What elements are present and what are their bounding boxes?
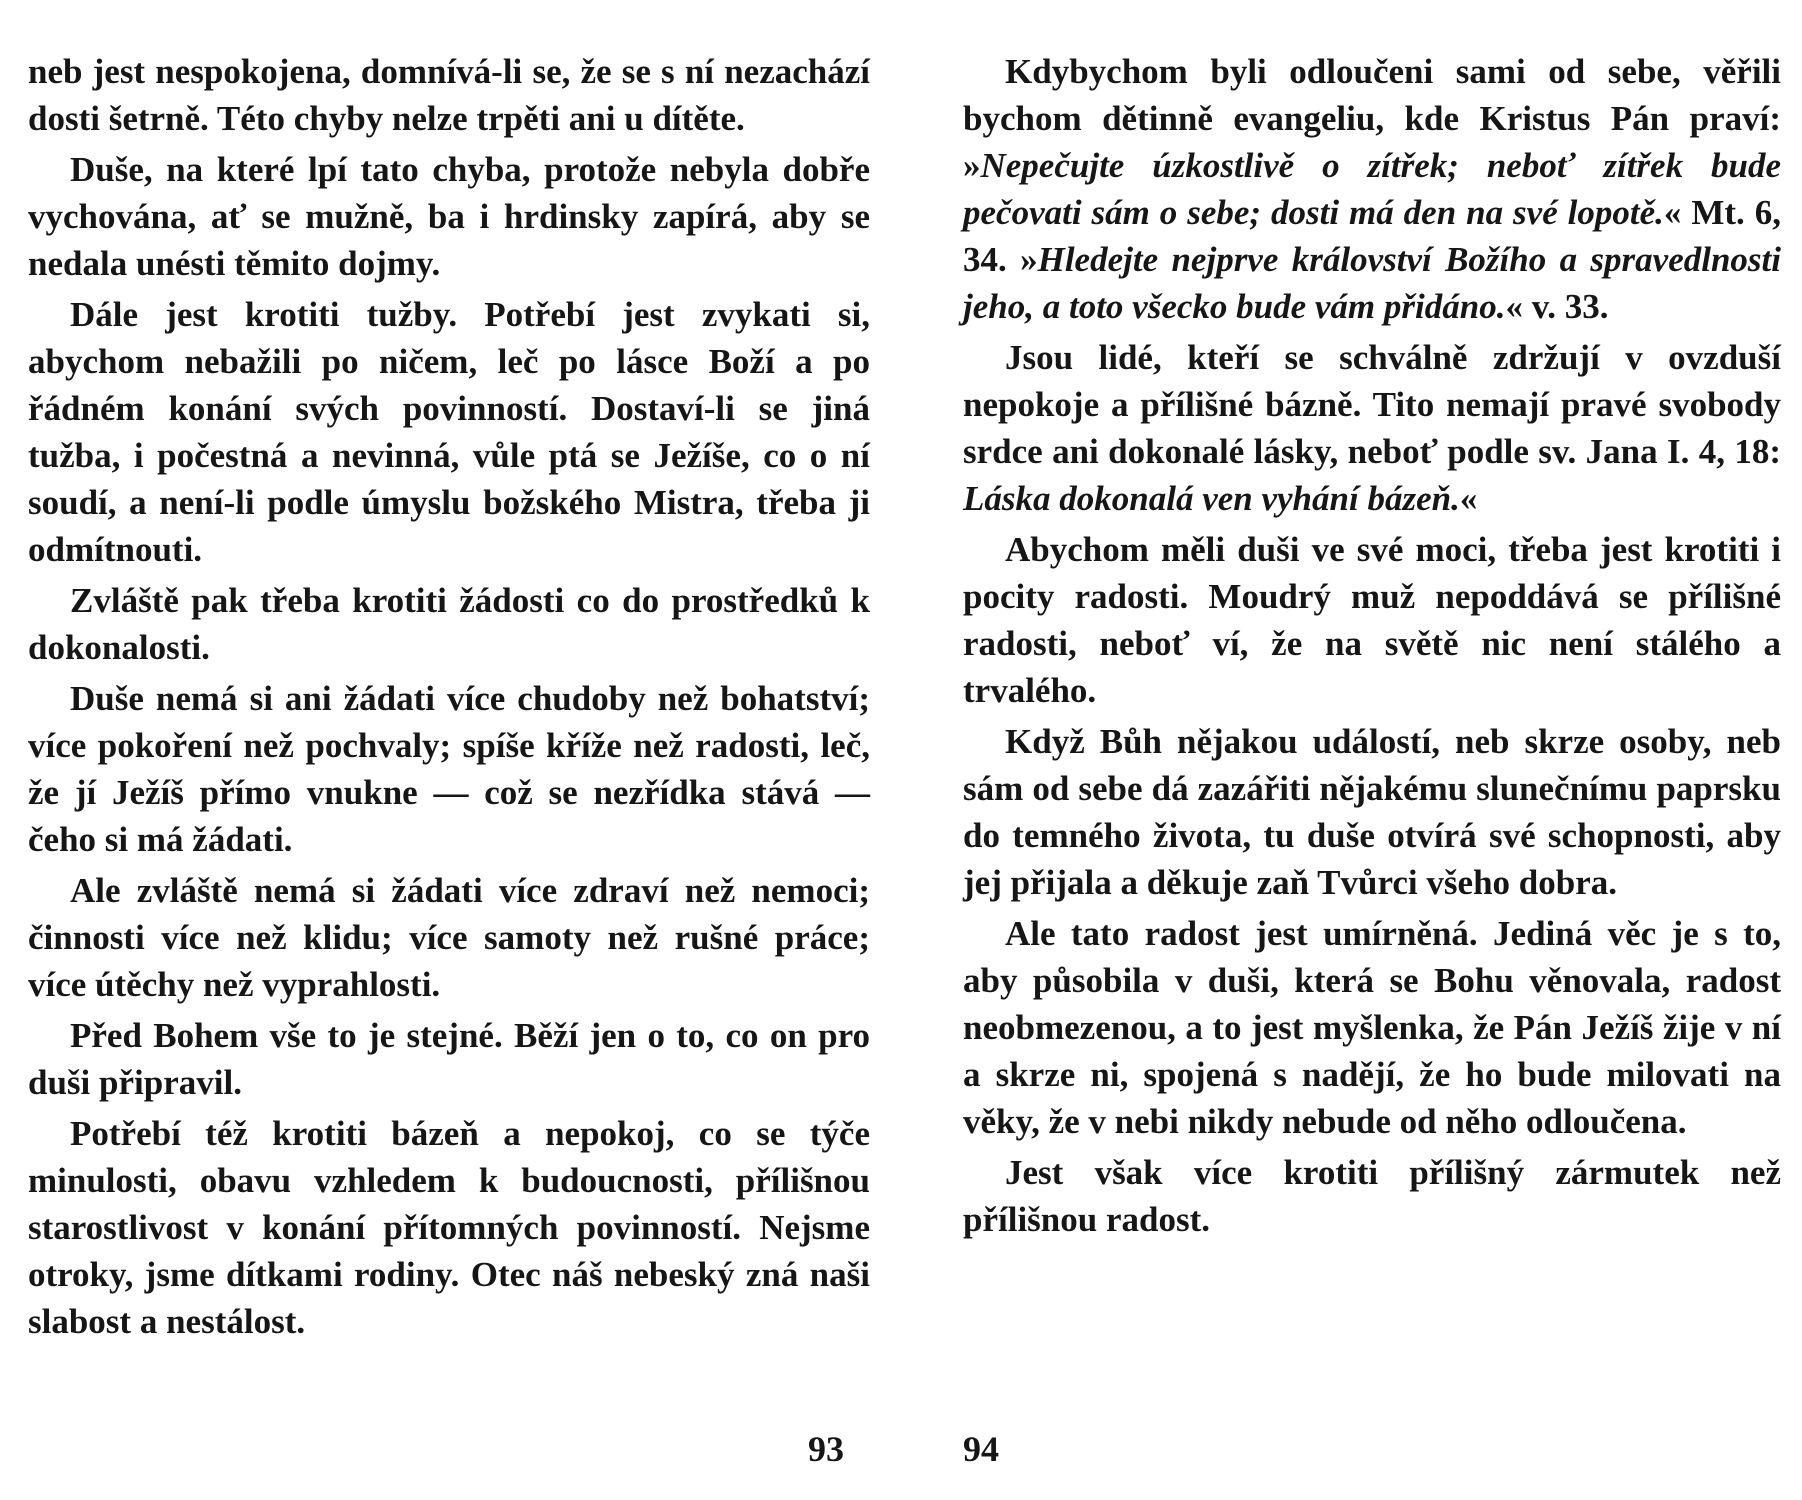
text-run: « v. 33.: [1505, 287, 1609, 326]
paragraph: [963, 48, 1781, 330]
paragraph: Dále jest krotiti tužby. Potřebí jest zvykati si, abychom nebažili po ničem, leč po lásce Boží a po řádném konání svých povinností. Dostaví-li se jiná tužba, i počestná a nevinná, vůle ptá se Ježíše, co o ní soudí, a není-li podle úmyslu božského Mistra, třeba ji odmítnouti.: [28, 295, 870, 569]
paragraph: [963, 334, 1781, 522]
paragraph: neb jest nespokojena, domnívá-li se, že se s ní nezachází dosti šetrně. Této chyby nelze trpěti ani u dítěte.: [28, 52, 870, 138]
paragraph: Ale zvláště nemá si žádati více zdraví než nemoci; činnosti více než klidu; více samoty než rušné práce; více útěchy než vyprahlosti.: [28, 871, 870, 1004]
paragraph: Jest však více krotiti přílišný zármutek než přílišnou radost.: [963, 1153, 1781, 1239]
left-page: [28, 48, 870, 1349]
page-number-left: 93: [808, 1429, 844, 1469]
paragraph: Potřebí též krotiti bázeň a nepokoj, co se týče minulosti, obavu vzhledem k budoucnosti, přílišnou starostlivost v konání přítomných povinností. Nejsme otroky, jsme dítkami rodiny. Otec náš nebeský zná naši slabost a nestálost.: [28, 1114, 870, 1341]
page-number-right: 94: [963, 1429, 999, 1469]
text-run: « Mt. 6, 34. »: [963, 193, 1781, 279]
paragraph: Ale tato radost jest umírněná. Jediná věc je s to, aby působila v duši, která se Bohu věnovala, radost neobmezenou, a to jest myšlenka, že Pán Ježíš žije v ní a skrze ni, spojená s nadějí, že ho bude milovati na věky, že v nebi nikdy nebude od něho odloučena.: [963, 914, 1781, 1141]
italic-quote: Hledejte nejprve království Božího a spravedlnosti jeho, a toto všecko bude vám přidáno.: [963, 240, 1782, 326]
paragraph: Duše, na které lpí tato chyba, protože nebyla dobře vychována, ať se mužně, ba i hrdinsky zapírá, aby se nedala unésti těmito dojmy.: [28, 150, 870, 283]
right-page: [963, 48, 1781, 1247]
italic-quote: Nepečujte úzkostlivě o zítřek; neboť zítřek bude pečovati sám o sebe; dosti má den na své lopotě.: [963, 146, 1781, 232]
paragraph: Zvláště pak třeba krotiti žádosti co do prostředků k dokonalosti.: [28, 581, 870, 667]
paragraph: Abychom měli duši ve své moci, třeba jest krotiti i pocity radosti. Moudrý muž nepoddává se přílišné radosti, neboť ví, že na světě nic není stálého a trvalého.: [963, 530, 1781, 710]
text-run: «: [1459, 479, 1478, 518]
paragraph: Duše nemá si ani žádati více chudoby než bohatství; více pokoření než pochvaly; spíše kříže než radosti, leč, že jí Ježíš přímo vnukne — což se nezřídka stává — čeho si má žádati.: [28, 679, 870, 859]
text-run: Kdybychom byli odloučeni sami od sebe, věřili bychom dětinně evangeliu, kde Kristus Pán praví: »: [963, 52, 1781, 185]
italic-quote: Láska dokonalá ven vyhání bázeň.: [963, 479, 1460, 518]
paragraph: Když Bůh nějakou událostí, neb skrze osoby, neb sám od sebe dá zazářiti nějakému slunečnímu paprsku do temného života, tu duše otvírá své schopnosti, aby jej přijala a děkuje zaň Tvůrci všeho dobra.: [963, 722, 1781, 902]
paragraph: Před Bohem vše to je stejné. Běží jen o to, co on pro duši připravil.: [28, 1016, 870, 1102]
text-run: Jsou lidé, kteří se schválně zdržují v ovzduší nepokoje a přílišné bázně. Tito nemají pravé svobody srdce ani dokonalé lásky, neboť podle sv. Jana I. 4, 18:: [963, 338, 1781, 471]
